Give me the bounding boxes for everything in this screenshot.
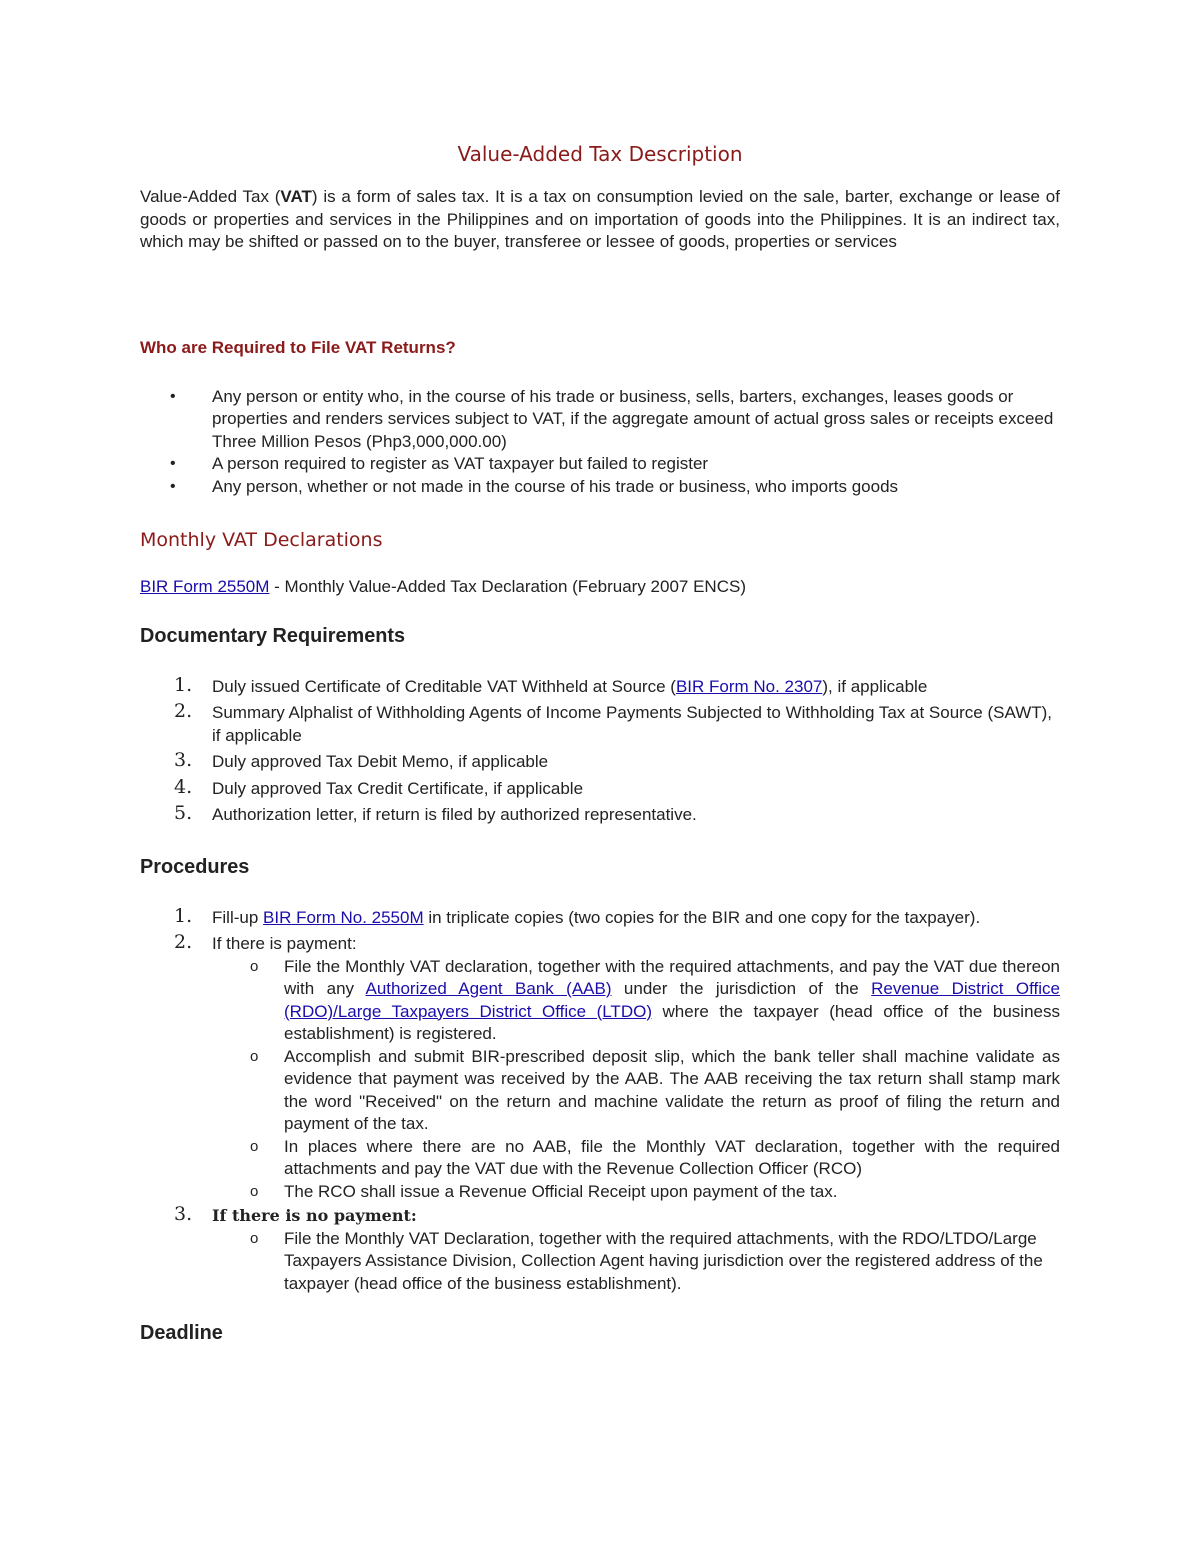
list-item (140, 702, 1060, 747)
sub-marker: o (250, 1229, 259, 1247)
sub-text: under the jurisdiction of the (611, 979, 872, 998)
bullet-icon: • (170, 387, 176, 405)
intro-text-start: Value-Added Tax ( (140, 187, 281, 206)
bir-form-2550m-link[interactable]: BIR Form 2550M (140, 577, 270, 596)
doc-item-text: Duly approved Tax Credit Certificate, if applicable (212, 778, 584, 798)
doc-item-text: Duly approved Tax Debit Memo, if applicable (212, 752, 549, 771)
monthly-heading: Monthly VAT Declarations (140, 529, 383, 551)
doc-item-text: ), if applicable (822, 676, 928, 696)
list-item (140, 1205, 1060, 1295)
who-list (140, 386, 1060, 499)
list-item (212, 1136, 1060, 1181)
list-number: 1. (174, 673, 193, 696)
sub-marker: o (250, 1137, 259, 1155)
step-text: Fill-up (212, 907, 264, 927)
page-title: Value-Added Tax Description (457, 142, 743, 166)
list-number: 2. (174, 700, 193, 722)
list-item (140, 386, 1060, 454)
sub-text: Accomplish and submit BIR-prescribed deposit slip, which the bank teller shall machine validate as evidence that payment was received by the AAB. The AAB receiving the tax return shall stamp mark the word "Received" on the return and machine validate the return as proof of filing the return and payment of the tax. (284, 1046, 1060, 1133)
monthly-form-line (140, 576, 1060, 599)
documentary-list (140, 673, 1060, 827)
deadline-heading: Deadline (140, 1322, 223, 1344)
list-item (212, 1046, 1060, 1136)
step-text: If there is payment: (212, 934, 357, 953)
list-item (212, 1181, 1060, 1204)
bir-form-no-2550m-link[interactable]: BIR Form No. 2550M (263, 907, 424, 927)
list-number: 3. (174, 1203, 193, 1225)
list-number: 4. (174, 775, 193, 798)
who-item-text: A person required to register as VAT taxpayer but failed to register (212, 454, 709, 473)
step-text: in triplicate copies (two copies for the BIR and one copy for the taxpayer). (423, 907, 981, 927)
procedures-heading: Procedures (140, 855, 250, 878)
payment-sublist (140, 956, 1060, 1204)
list-item (212, 1228, 1060, 1296)
bir-form-2307-link[interactable]: BIR Form No. 2307 (675, 676, 823, 696)
sub-text: In places where there are no AAB, file the Monthly VAT declaration, together with the required attachments and pay the VAT due with the Revenue Collection Officer (RCO) (284, 1136, 1060, 1178)
list-number: 1. (174, 904, 193, 927)
who-heading: Who are Required to File VAT Returns? (140, 337, 456, 357)
list-item (212, 956, 1060, 1046)
documentary-requirements-heading: Documentary Requirements (140, 624, 406, 647)
list-item (140, 775, 1060, 801)
doc-item-text: Authorization letter, if return is filed by authorized representative. (212, 805, 697, 824)
list-item (140, 673, 1060, 699)
list-number: 3. (174, 749, 193, 771)
who-item-text: Any person, whether or not made in the course of his trade or business, who imports goods (212, 476, 899, 496)
list-number: 2. (174, 931, 193, 953)
sub-text: where the taxpayer (head office of the business establishment) is registered. (284, 1001, 1060, 1043)
who-item-text: Any person or entity who, in the course of his trade or business, sells, barters, exchanges, leases goods or properties and renders services subject to VAT, if the aggregate amount of actual gross sales or receipts exceed Three Million Pesos (Php3,000,000.00) (212, 386, 1054, 451)
list-item (140, 804, 1060, 827)
sub-marker: o (250, 1182, 259, 1200)
sub-marker: o (250, 1047, 259, 1065)
list-item (140, 476, 1060, 499)
intro-text-end: ) is a form of sales tax. It is a tax on consumption levied on the sale, barter, exchange or lease of goods or properties and services in the Philippines and on importation of goods into the Philippines. It is an indirect tax, which may be shifted or passed on to the buyer, transferee or lessee of goods, properties or services (140, 187, 1060, 251)
doc-item-text: Duly issued Certificate of Creditable VAT Withheld at Source ( (212, 676, 676, 696)
rdo-ltdo-link[interactable]: Revenue District Office (RDO)/Large Taxpayers District Office (LTDO) (284, 979, 1060, 1021)
no-payment-sublist (140, 1228, 1060, 1296)
bullet-icon: • (170, 477, 176, 495)
doc-item-text: Summary Alphalist of Withholding Agents of Income Payments Subjected to Withholding Tax at Source (SAWT), if applicable (212, 703, 1053, 745)
sub-marker: o (250, 957, 259, 975)
list-item (140, 751, 1060, 774)
list-item (140, 904, 1060, 930)
procedures-list (140, 904, 1060, 1296)
sub-text: The RCO shall issue a Revenue Official Receipt upon payment of the tax. (284, 1181, 838, 1201)
list-number: 5. (174, 802, 193, 824)
list-item (140, 453, 1060, 476)
step-text: If there is no payment: (212, 1206, 417, 1225)
vat-abbreviation: VAT (280, 187, 312, 206)
sub-text: File the Monthly VAT Declaration, together with the required attachments, with the RDO/LTDO/Large Taxpayers Assistance Division, Collection Agent having jurisdiction over the registered address of the taxpayer (head office of the business establishment). (284, 1228, 1043, 1293)
intro-paragraph (140, 186, 1060, 254)
sub-text: File the Monthly VAT declaration, together with the required attachments, and pay the VAT due thereon with any (284, 956, 1060, 998)
list-item (140, 933, 1060, 1203)
monthly-form-desc: - Monthly Value-Added Tax Declaration (February 2007 ENCS) (269, 577, 746, 596)
bullet-icon: • (170, 455, 176, 472)
aab-link[interactable]: Authorized Agent Bank (AAB) (365, 979, 612, 998)
